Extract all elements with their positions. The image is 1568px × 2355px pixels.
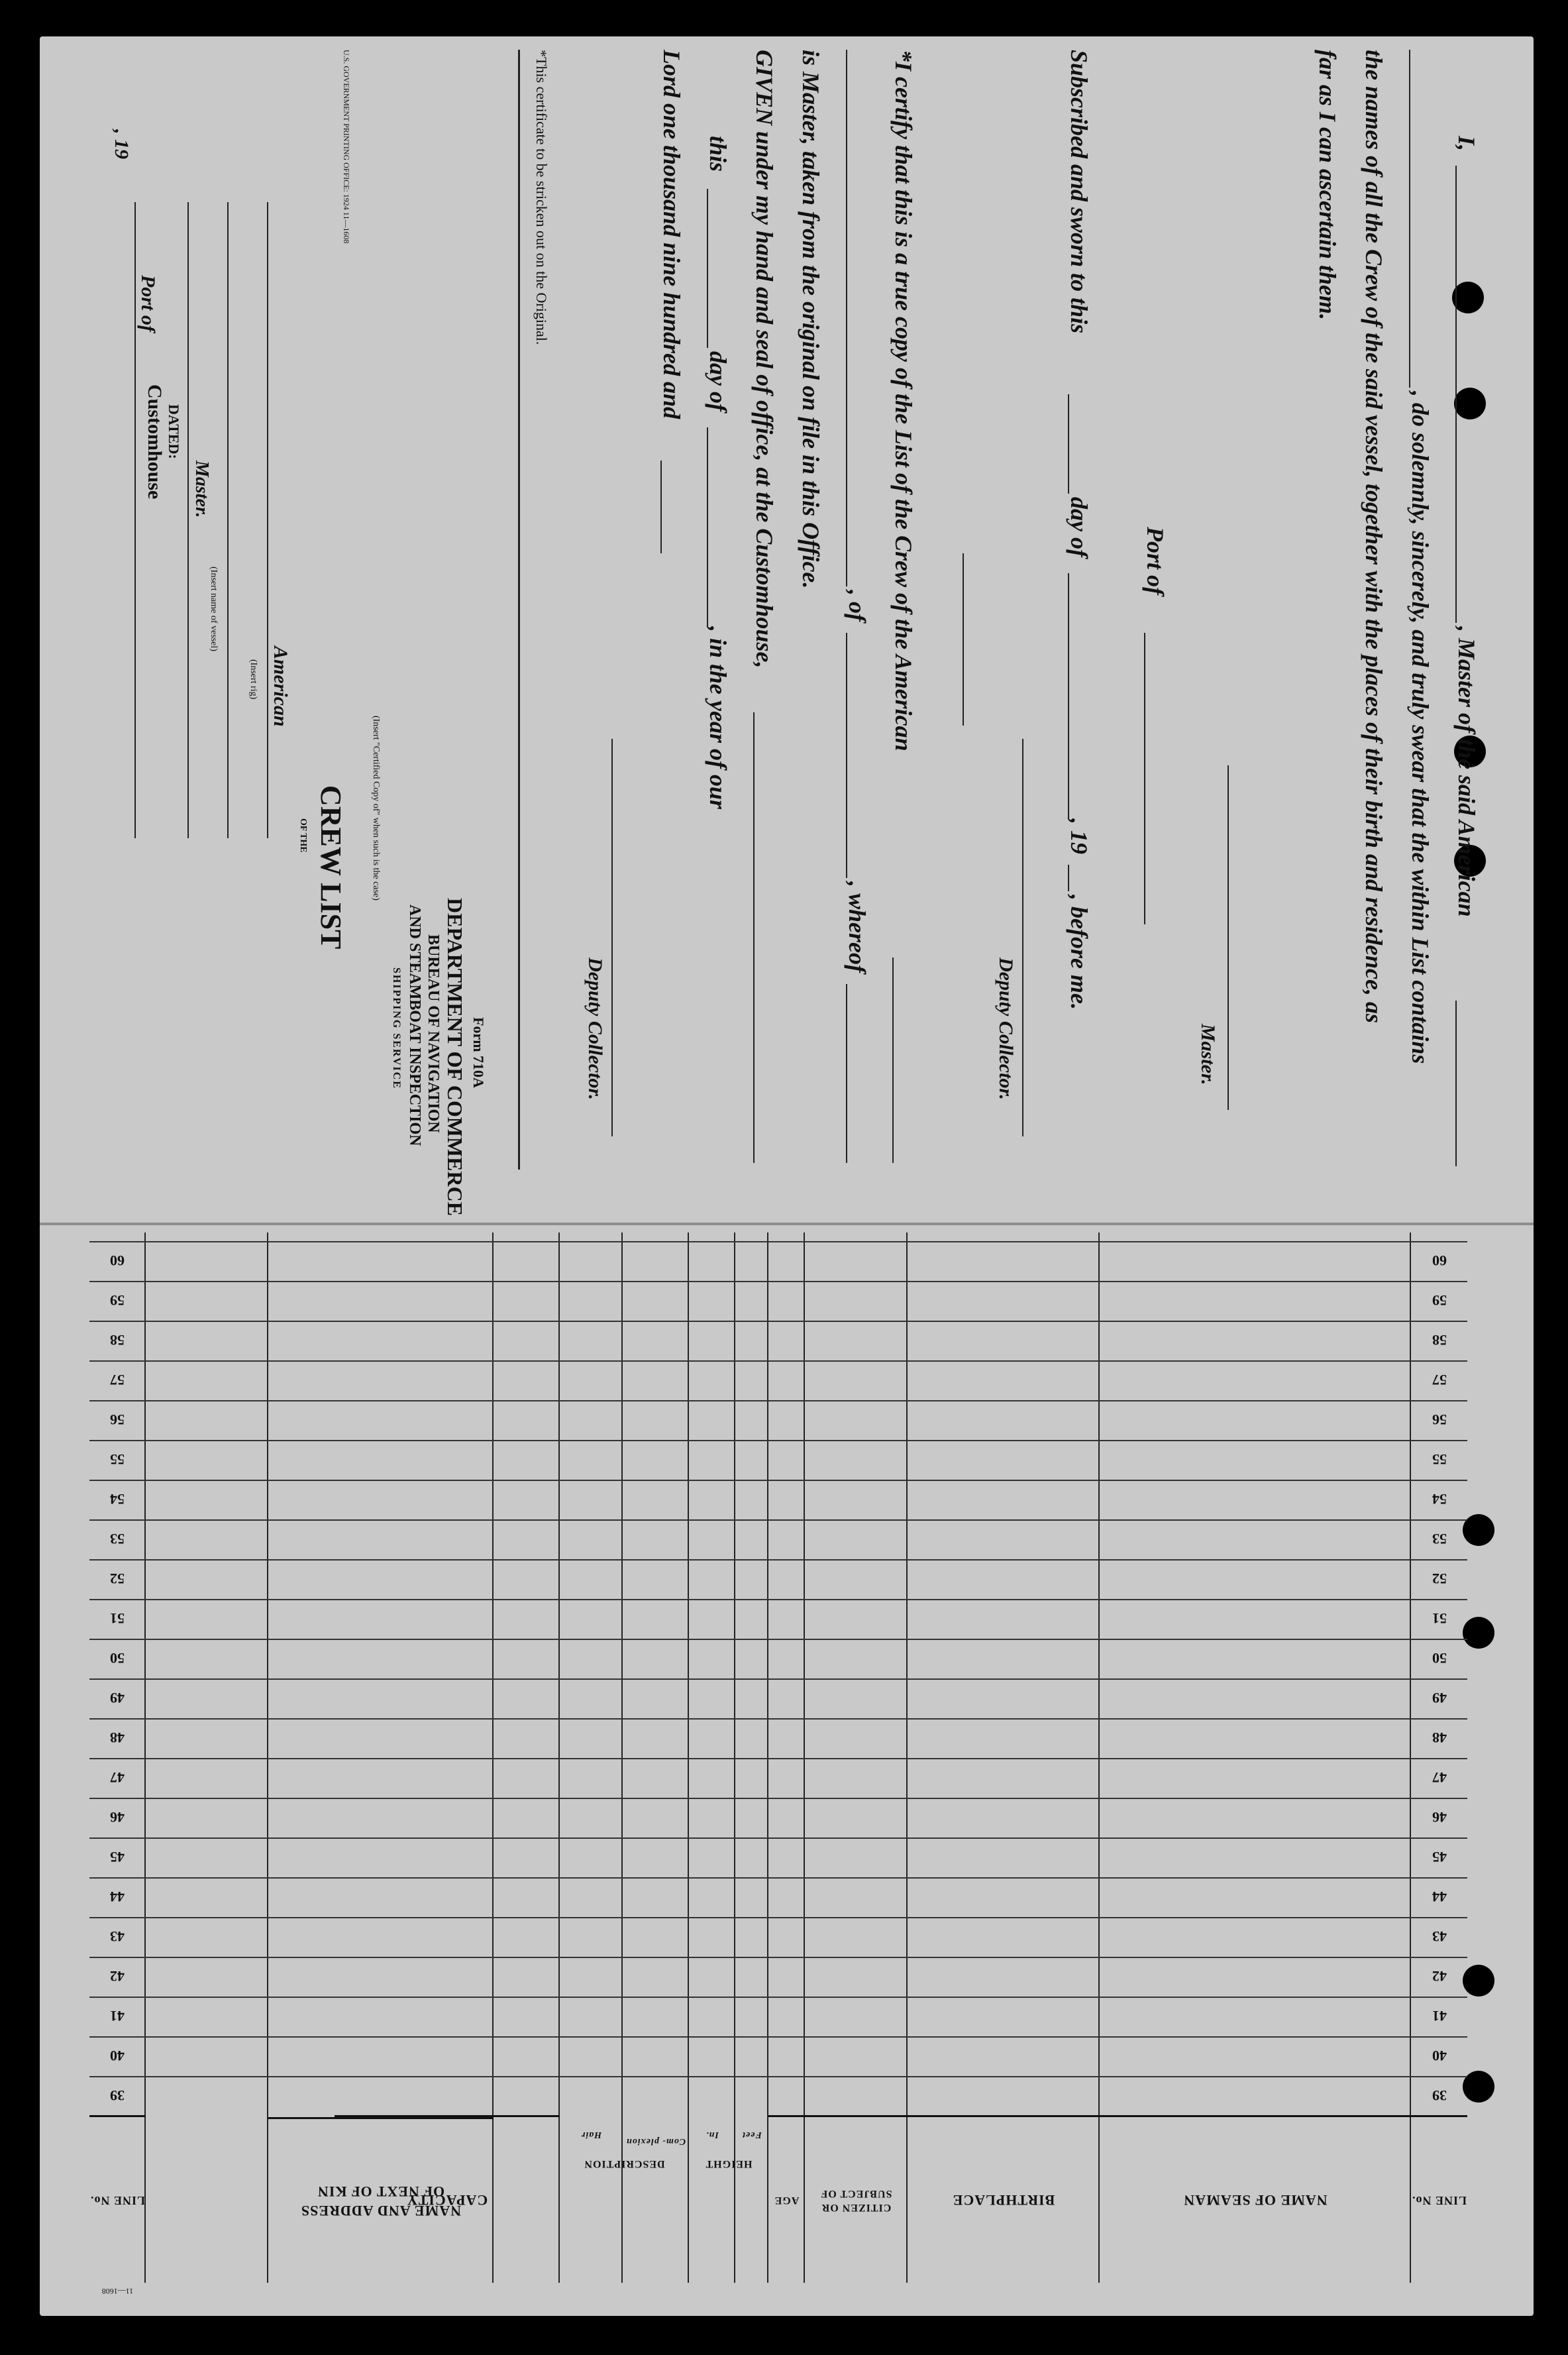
punch-hole	[1463, 1965, 1494, 1997]
header-line-no-right: LINE No.	[89, 2115, 146, 2283]
line-number: 43	[110, 1928, 125, 1945]
bureau-line-1: BUREAU OF NAVIGATION	[425, 934, 442, 1133]
certify-line-4: GIVEN under my hand and seal of office, at the Customhouse,	[751, 50, 778, 669]
header-line-no: LINE No.	[1411, 2115, 1467, 2283]
table-row[interactable]	[89, 1678, 1467, 1680]
line-number: 54	[110, 1491, 125, 1507]
customhouse-blank[interactable]	[753, 712, 755, 1163]
subscribed-label: Subscribed and sworn to this	[1066, 50, 1092, 334]
crew-list-title: CREW LIST	[315, 785, 347, 950]
oath-line-1b: , Master of the said American	[1453, 626, 1480, 917]
line-number: 60	[1432, 1252, 1447, 1269]
line-number: 51	[110, 1610, 125, 1627]
line-number: 42	[110, 1968, 125, 1985]
certify-vessel-blank[interactable]	[892, 958, 894, 1163]
header-hair: Hair	[580, 2130, 602, 2140]
line-number: 40	[1432, 2048, 1447, 2064]
line-number: 44	[110, 1889, 125, 1905]
punch-hole	[1463, 1617, 1494, 1649]
cover-master-label: Master.	[191, 461, 212, 518]
line-number: 43	[1432, 1928, 1447, 1945]
header-inches: In.	[706, 2130, 719, 2140]
master-signature-line[interactable]	[1228, 765, 1229, 1110]
punch-hole	[1463, 2071, 1494, 2103]
shipping-service: SHIPPING SERVICE	[391, 967, 402, 1089]
header-age: AGE	[768, 2115, 805, 2283]
line-number: 52	[110, 1570, 125, 1587]
table-row[interactable]	[89, 2036, 1467, 2038]
cover-port-label: Port of	[137, 275, 159, 332]
table-row[interactable]	[89, 1877, 1467, 1879]
line-number: 44	[1432, 1889, 1447, 1905]
oath-line-4: far as I can ascertain them.	[1314, 50, 1341, 321]
master-signature-label: Master.	[1197, 1024, 1219, 1085]
customhouse-label: Customhouse	[144, 384, 166, 500]
table-row[interactable]	[89, 1440, 1467, 1441]
punch-hole	[1463, 1514, 1494, 1546]
table-row[interactable]	[89, 1718, 1467, 1720]
vessel-blank[interactable]	[227, 202, 229, 838]
table-row[interactable]	[89, 1519, 1467, 1521]
header-citizen: CITIZEN OR SUBJECT OF	[805, 2115, 908, 2283]
day-of-label: day of	[1066, 497, 1092, 557]
certify-line-2b: , whereof	[844, 881, 870, 973]
table-form-code: 11—1608	[101, 2287, 134, 2296]
vessel-name-blank[interactable]	[1455, 1001, 1457, 1166]
certify-port-blank[interactable]	[846, 633, 847, 878]
line-number: 48	[1432, 1729, 1447, 1746]
line-number: 40	[110, 2048, 125, 2064]
header-capacity: CAPACITY	[335, 2115, 560, 2283]
printing-office-note: U.S. GOVERNMENT PRINTING OFFICE: 1924 11—1608	[342, 50, 351, 244]
certify-line-5a: this	[705, 136, 731, 172]
line-number: 41	[1432, 2008, 1447, 2024]
cover-port-blank[interactable]	[134, 202, 136, 838]
line-number: 54	[1432, 1491, 1447, 1507]
deputy-collector-label-2: Deputy Collector.	[584, 958, 606, 1100]
line-number: 47	[1432, 1769, 1447, 1786]
header-complexion: Com- plexion	[625, 2136, 686, 2146]
line-number: 57	[1432, 1372, 1447, 1388]
line-number: 53	[1432, 1531, 1447, 1547]
table-row[interactable]	[89, 1480, 1467, 1481]
rig-blank[interactable]	[267, 202, 268, 838]
oath-line-2: , do solemnly, sincerely, and truly swear that the within List contains	[1407, 391, 1434, 1064]
table-row[interactable]	[89, 1599, 1467, 1600]
subscribed-month-blank[interactable]	[1068, 573, 1069, 818]
table-row[interactable]	[89, 1281, 1467, 1282]
table-row[interactable]	[89, 1917, 1467, 1918]
cover-master-blank[interactable]	[187, 202, 189, 838]
table-row[interactable]	[89, 1997, 1467, 1998]
american-label: American	[270, 646, 291, 727]
table-row[interactable]	[89, 1559, 1467, 1561]
line-number: 45	[110, 1849, 125, 1865]
line-number: 48	[110, 1729, 125, 1746]
cover-year-label: , 19	[111, 129, 132, 159]
subscribed-year-blank[interactable]	[1068, 865, 1069, 891]
certify-line-5c: , in the year of our	[705, 626, 731, 810]
table-row[interactable]	[89, 1639, 1467, 1640]
year-label: , 19	[1066, 818, 1092, 854]
given-month-blank[interactable]	[707, 427, 708, 626]
oath-line-3: the names of all the Crew of the said vessel, together with the places of their birth and residence, as	[1361, 50, 1387, 1024]
dated-label: DATED:	[166, 404, 182, 459]
line-number: 41	[110, 2008, 125, 2024]
table-row[interactable]	[89, 1400, 1467, 1401]
header-birthplace: BIRTHPLACE	[908, 2115, 1100, 2283]
line-number: 53	[110, 1531, 125, 1547]
certify-master-blank[interactable]	[846, 984, 847, 1163]
line-number: 59	[1432, 1292, 1447, 1309]
certify-line-5b: day of	[705, 351, 731, 411]
vessel-name-blank-2[interactable]	[1409, 50, 1410, 388]
line-number: 56	[1432, 1411, 1447, 1428]
line-number: 42	[1432, 1968, 1447, 1985]
line-number: 47	[110, 1769, 125, 1786]
seal-line	[963, 553, 964, 726]
certify-vessel-blank-2[interactable]	[846, 50, 847, 586]
header-description-label: DESCRIPTION	[584, 2158, 665, 2169]
certify-line-6: Lord one thousand nine hundred and	[658, 50, 685, 419]
deputy-collector-label-1: Deputy Collector.	[995, 958, 1017, 1100]
header-name-of-seaman: NAME OF SEAMAN	[1100, 2115, 1411, 2283]
table-row[interactable]	[89, 1758, 1467, 1759]
port-blank[interactable]	[1144, 633, 1145, 924]
line-number: 51	[1432, 1610, 1447, 1627]
oath-line-1a: I,	[1453, 136, 1480, 152]
given-year-blank[interactable]	[660, 461, 662, 553]
port-of-label: Port of	[1142, 527, 1169, 595]
cover-edge	[518, 50, 520, 1170]
line-number: 50	[110, 1650, 125, 1667]
line-number: 50	[1432, 1650, 1447, 1667]
header-next-of-kin: NAME AND ADDRESS OF NEXT OF KIN	[268, 2117, 494, 2283]
bureau-line-2: AND STEAMBOAT INSPECTION	[406, 904, 423, 1146]
page-fold	[40, 1223, 1534, 1225]
line-number: 58	[110, 1332, 125, 1348]
department-title: DEPARTMENT OF COMMERCE	[443, 898, 467, 1217]
line-number: 52	[1432, 1570, 1447, 1587]
certify-line-2a: , of	[844, 590, 870, 622]
line-number: 46	[1432, 1809, 1447, 1826]
footnote: *This certificate to be stricken out on the Original.	[533, 50, 550, 345]
subscribed-day-blank[interactable]	[1068, 394, 1069, 494]
line-number: 59	[110, 1292, 125, 1309]
line-number: 55	[1432, 1451, 1447, 1468]
of-the-label: OF THE	[298, 818, 308, 853]
header-height	[689, 2117, 768, 2283]
line-number: 39	[110, 2087, 125, 2104]
insert-vessel-note: (Insert name of vessel)	[209, 567, 219, 651]
header-description	[560, 2117, 689, 2283]
line-number: 60	[110, 1252, 125, 1269]
line-number: 57	[110, 1372, 125, 1388]
table-row[interactable]	[89, 1798, 1467, 1799]
table-row[interactable]	[89, 1321, 1467, 1322]
table-row[interactable]	[89, 2076, 1467, 2077]
before-me-label: , before me.	[1066, 895, 1092, 1010]
oath-and-cover-section	[111, 50, 1481, 1217]
line-number: 55	[110, 1451, 125, 1468]
deputy-signature-line-2[interactable]	[611, 739, 613, 1136]
line-number: 39	[1432, 2087, 1447, 2104]
insert-rig-note: (Insert rig)	[248, 659, 258, 700]
table-row[interactable]	[89, 1241, 1467, 1242]
line-number: 58	[1432, 1332, 1447, 1348]
line-number: 46	[110, 1809, 125, 1826]
table-row[interactable]	[89, 1957, 1467, 1958]
line-number: 45	[1432, 1849, 1447, 1865]
line-number: 49	[110, 1690, 125, 1706]
header-height-label: HEIGHT	[705, 2158, 753, 2169]
certify-line-1: *I certify that this is a true copy of the List of the Crew of the American	[890, 50, 917, 751]
header-feet: Feet	[742, 2130, 762, 2140]
certify-line-3: is Master, taken from the original on file in this Office.	[798, 50, 824, 589]
form-number: Form 710A	[470, 1017, 487, 1088]
line-number: 56	[110, 1411, 125, 1428]
line-number: 49	[1432, 1690, 1447, 1706]
table-row[interactable]	[89, 1837, 1467, 1839]
master-name-blank[interactable]	[1455, 166, 1457, 623]
crew-table	[89, 1232, 1467, 2296]
deputy-signature-line-1[interactable]	[1022, 739, 1023, 1136]
given-day-blank[interactable]	[707, 189, 708, 348]
table-row[interactable]	[89, 1360, 1467, 1362]
insert-certified-note: (Insert "Certified Copy of" when such is the case)	[371, 716, 381, 901]
